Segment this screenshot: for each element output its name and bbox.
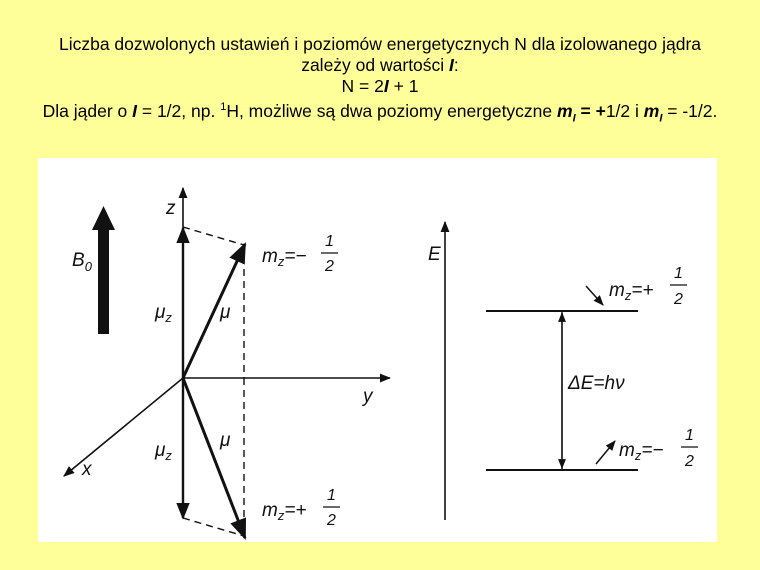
mu-z-up-label: $\mu_z$	[155, 302, 172, 325]
spin-up-pointer-icon	[586, 286, 603, 305]
spin-diagram	[38, 158, 717, 542]
mu-up-vector	[183, 244, 245, 378]
mu-z-down-label: $\mu_z$	[155, 440, 172, 463]
mz-minus-half-upper-label	[262, 233, 338, 275]
header-line-1: Liczba dozwolonych ustawień i poziomów energetycznych N dla izolowanego jądra	[58, 34, 702, 54]
z-axis-label: z	[166, 198, 176, 219]
header-text	[0, 34, 760, 129]
svg-text:mz=+: $m_z=+$	[262, 500, 307, 523]
svg-text:1: 1	[325, 233, 334, 250]
b0-label: $B_0$	[72, 250, 92, 274]
mz-minus-half-energy-label	[619, 427, 698, 470]
svg-text:2: 2	[325, 258, 334, 275]
mu-up-label: μ	[220, 302, 231, 323]
mu-down-label: μ	[220, 430, 231, 451]
x-axis-label: x	[82, 459, 92, 480]
svg-text:1: 1	[327, 487, 336, 504]
mz-plus-half-energy-label	[609, 265, 687, 308]
header-line-3: N = 2I + 1	[341, 76, 419, 96]
svg-text:mz=−: $m_z=-$	[262, 246, 307, 269]
mu-down-vector	[183, 378, 245, 538]
mz-plus-half-lower-label	[262, 487, 340, 529]
b0-arrow-icon	[92, 206, 115, 334]
header-line-4: Dla jąder o I = 1/2, np. $^1$H, możliwe są dwa poziomy energetyczne $m_I = +1/2$ i $m_I = -1/2$.	[42, 100, 718, 125]
svg-text:mz=+: $m_z=+$	[609, 280, 654, 303]
delta-e-label: ΔE=hν	[568, 373, 625, 394]
svg-text:mz=−: $m_z=-$	[619, 440, 664, 463]
svg-text:2: 2	[685, 453, 694, 470]
y-axis-label: y	[363, 386, 373, 407]
energy-axis-label: E	[428, 244, 441, 265]
svg-text:2: 2	[674, 291, 683, 308]
svg-text:1: 1	[685, 427, 694, 444]
svg-text:2: 2	[327, 512, 336, 529]
svg-text:1: 1	[674, 265, 683, 282]
diagram-panel	[38, 158, 717, 542]
spin-down-pointer-icon	[596, 441, 615, 464]
header-line-2: zależy od wartości I:	[301, 55, 459, 75]
